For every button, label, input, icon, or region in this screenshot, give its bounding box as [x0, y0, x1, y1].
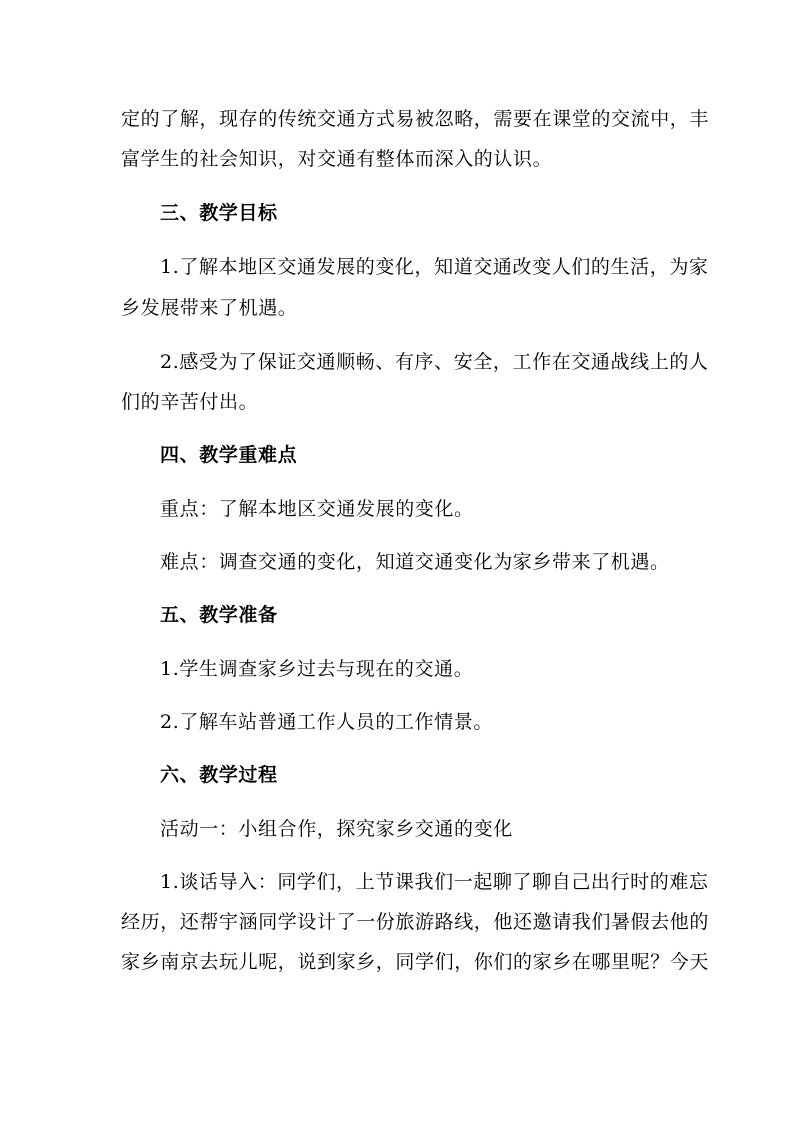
- paragraph-line: 1.谈话导入：同学们，上节课我们一起聊了聊自己出行时的难忘: [160, 871, 709, 893]
- section-heading: 六、教学过程: [160, 764, 278, 786]
- section-heading: 三、教学目标: [160, 202, 278, 224]
- section-heading: 五、教学准备: [160, 604, 278, 626]
- paragraph-line: 富学生的社会知识，对交通有整体而深入的认识。: [121, 148, 553, 170]
- paragraph-line: 1.学生调查家乡过去与现在的交通。: [160, 658, 474, 680]
- paragraph-line: 活动一：小组合作，探究家乡交通的变化: [160, 818, 513, 840]
- paragraph-line: 们的辛苦付出。: [121, 391, 259, 413]
- section-heading: 四、教学重难点: [160, 444, 298, 466]
- paragraph-line: 乡发展带来了机遇。: [121, 297, 298, 319]
- paragraph-line: 重点：了解本地区交通发展的变化。: [160, 498, 474, 520]
- paragraph-line: 家乡南京去玩儿呢，说到家乡，同学们，你们的家乡在哪里呢？今天: [121, 951, 710, 973]
- paragraph-line: 难点：调查交通的变化，知道交通变化为家乡带来了机遇。: [160, 551, 670, 573]
- paragraph-line: 定的了解，现存的传统交通方式易被忽略，需要在课堂的交流中，丰: [121, 108, 710, 130]
- paragraph-line: 1.了解本地区交通发展的变化，知道交通改变人们的生活，为家: [160, 256, 709, 278]
- paragraph-line: 经历，还帮宇涵同学设计了一份旅游路线，他还邀请我们暑假去他的: [121, 911, 710, 933]
- paragraph-line: 2.感受为了保证交通顺畅、有序、安全，工作在交通战线上的人: [160, 351, 709, 373]
- paragraph-line: 2.了解车站普通工作人员的工作情景。: [160, 711, 493, 733]
